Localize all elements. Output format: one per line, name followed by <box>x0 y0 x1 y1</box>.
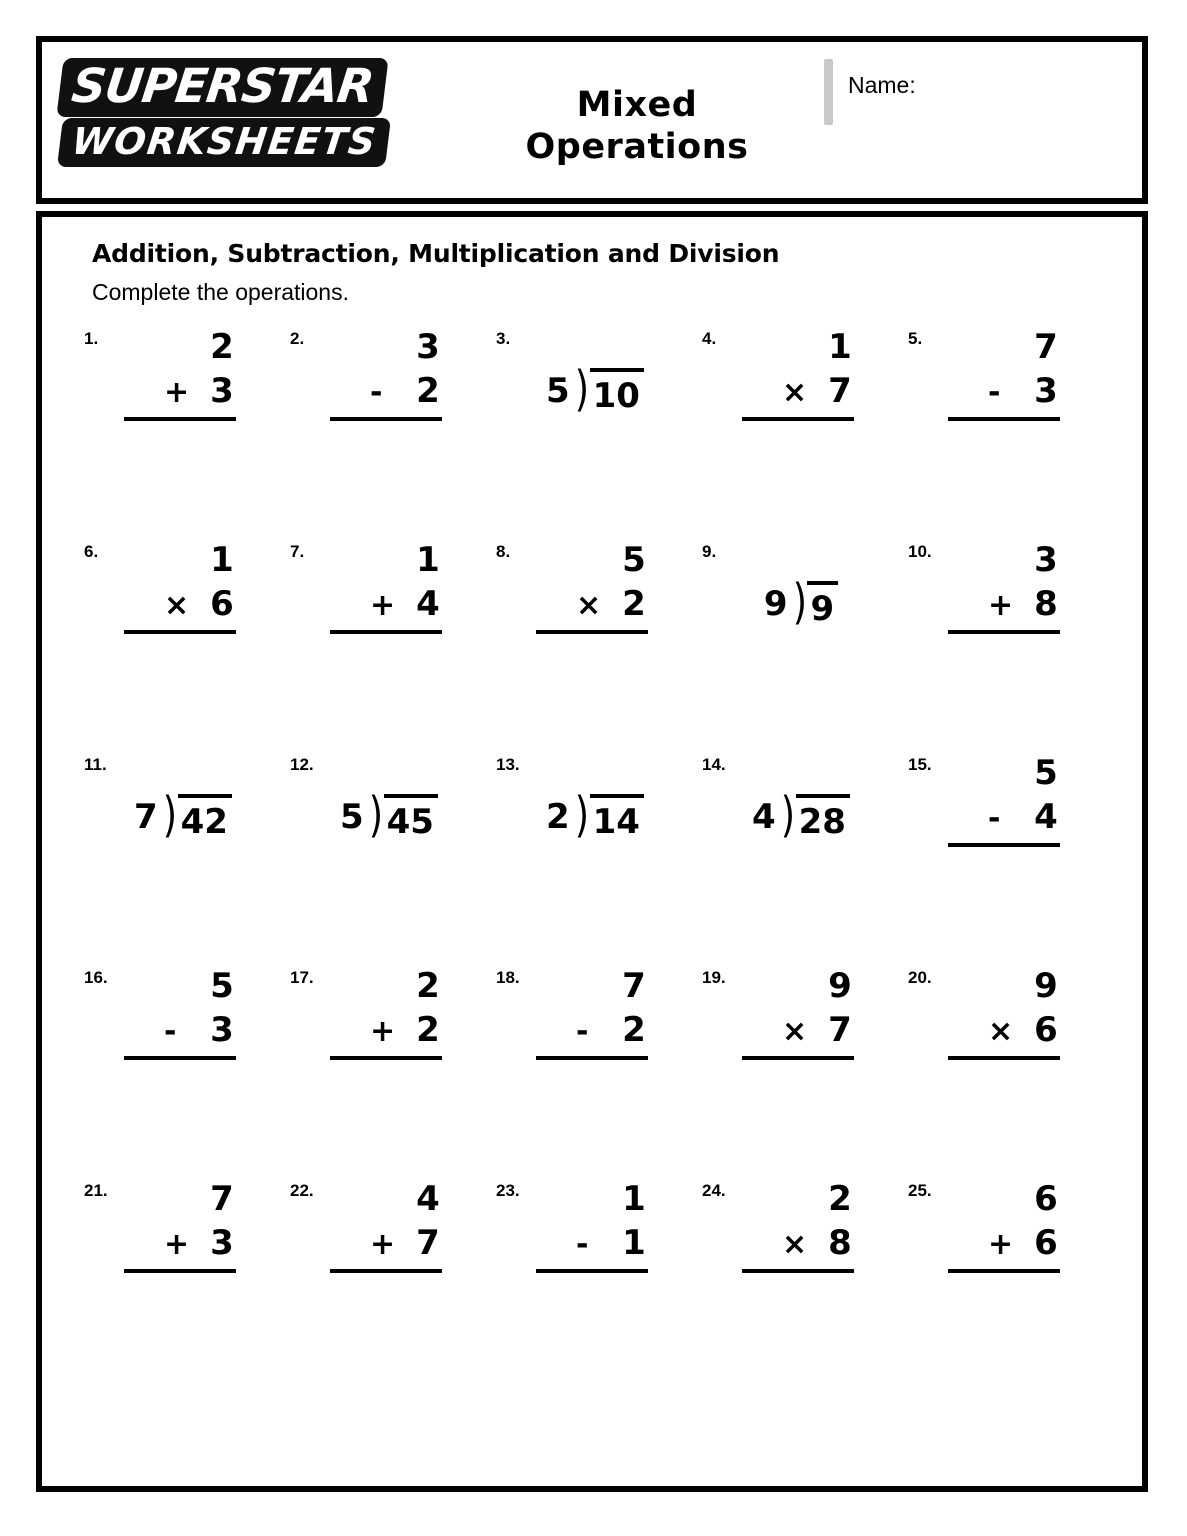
operator-symbol: + <box>988 1227 1014 1262</box>
problem-cell[interactable] <box>696 325 902 538</box>
operand-bottom-row <box>940 582 1066 626</box>
problem-cell[interactable] <box>490 964 696 1177</box>
operand-top-row <box>734 964 860 1008</box>
problem-cell[interactable] <box>902 325 1108 538</box>
superstar-worksheets-logo <box>60 58 408 163</box>
problem-cell[interactable] <box>490 751 696 964</box>
operator-symbol: × <box>782 1014 808 1049</box>
answer-line[interactable] <box>330 630 442 634</box>
problem-number: 24. <box>702 1181 726 1200</box>
operator-symbol: - <box>370 375 383 410</box>
operand-top: 5 <box>1034 753 1058 793</box>
problem-number: 17. <box>290 968 314 987</box>
operand-bottom-row <box>940 1008 1066 1052</box>
vertical-problem <box>322 325 448 421</box>
problem-number: 21. <box>84 1181 108 1200</box>
vertical-problem <box>116 964 242 1060</box>
operand-bottom: 7 <box>828 1010 852 1050</box>
operand-bottom-row <box>734 1008 860 1052</box>
operand-bottom: 8 <box>1034 584 1058 624</box>
problem-number: 14. <box>702 755 726 774</box>
vertical-problem <box>940 751 1066 847</box>
operand-top: 2 <box>416 966 440 1006</box>
long-division-problem[interactable] <box>726 572 876 631</box>
operator-symbol: + <box>988 588 1014 623</box>
operand-top-row <box>734 325 860 369</box>
worksheet-instruction: Complete the operations. <box>92 279 349 305</box>
vertical-problem <box>116 325 242 421</box>
vertical-problem <box>116 538 242 634</box>
operand-top: 7 <box>622 966 646 1006</box>
operand-bottom: 7 <box>828 371 852 411</box>
problem-number: 18. <box>496 968 520 987</box>
divisor: 4 <box>752 797 776 837</box>
problem-cell[interactable] <box>490 538 696 751</box>
division-bracket-icon: ) <box>368 785 383 843</box>
name-divider-bar <box>824 59 833 125</box>
answer-line[interactable] <box>536 630 648 634</box>
operator-symbol: - <box>576 1014 589 1049</box>
operand-bottom-row <box>116 1008 242 1052</box>
problem-number: 13. <box>496 755 520 774</box>
operand-top-row <box>528 538 654 582</box>
answer-line[interactable] <box>948 843 1060 847</box>
operand-top-row <box>940 1177 1066 1221</box>
logo-line-1: SUPERSTAR <box>56 58 388 117</box>
operand-bottom: 8 <box>828 1223 852 1263</box>
problem-number: 15. <box>908 755 932 774</box>
problem-row <box>78 325 1108 538</box>
divisor: 7 <box>134 797 158 837</box>
answer-line[interactable] <box>948 417 1060 421</box>
operand-top: 9 <box>828 966 852 1006</box>
operand-bottom-row <box>322 582 448 626</box>
divisor: 5 <box>546 371 570 411</box>
answer-line[interactable] <box>742 417 854 421</box>
operand-top-row <box>116 538 242 582</box>
operand-bottom-row <box>940 795 1066 839</box>
answer-line[interactable] <box>124 417 236 421</box>
problem-number: 25. <box>908 1181 932 1200</box>
vertical-problem <box>322 538 448 634</box>
operand-bottom-row <box>322 1008 448 1052</box>
answer-line[interactable] <box>124 630 236 634</box>
vertical-problem <box>528 964 654 1060</box>
operand-top-row <box>734 1177 860 1221</box>
page-title-line-2: Operations <box>525 127 749 167</box>
vertical-problem <box>528 538 654 634</box>
operand-bottom: 4 <box>416 584 440 624</box>
operand-bottom: 3 <box>1034 371 1058 411</box>
divisor: 5 <box>340 797 364 837</box>
problem-number: 11. <box>84 755 107 774</box>
problem-number: 16. <box>84 968 108 987</box>
operator-symbol: + <box>370 588 396 623</box>
problem-cell[interactable] <box>696 538 902 751</box>
operand-bottom-row <box>940 369 1066 413</box>
answer-line[interactable] <box>536 1056 648 1060</box>
operator-symbol: × <box>988 1014 1014 1049</box>
problem-number: 4. <box>702 329 717 348</box>
division-bracket-icon: ) <box>792 572 807 630</box>
logo-line-2: WORKSHEETS <box>57 118 392 167</box>
operand-top: 1 <box>416 540 440 580</box>
problem-number: 19. <box>702 968 726 987</box>
problem-cell[interactable] <box>284 1177 490 1390</box>
page-title <box>472 84 802 168</box>
dividend: 14 <box>590 794 644 844</box>
page-title-line-1: Mixed <box>576 85 698 125</box>
problem-cell[interactable] <box>284 538 490 751</box>
operand-top: 4 <box>416 1179 440 1219</box>
vertical-problem <box>940 538 1066 634</box>
long-division-problem[interactable] <box>108 785 258 844</box>
long-division-problem[interactable] <box>726 785 876 844</box>
worksheet-subtitle: Addition, Subtraction, Multiplication and Division <box>92 239 780 268</box>
answer-line[interactable] <box>124 1269 236 1273</box>
answer-line[interactable] <box>330 1056 442 1060</box>
problem-cell[interactable] <box>78 1177 284 1390</box>
problem-cell[interactable] <box>696 964 902 1177</box>
vertical-problem <box>734 964 860 1060</box>
division-bracket-icon: ) <box>162 785 177 843</box>
operand-top: 1 <box>828 327 852 367</box>
problem-grid <box>78 325 1108 1390</box>
vertical-problem <box>734 325 860 421</box>
operand-top-row <box>322 538 448 582</box>
problem-cell[interactable] <box>284 751 490 964</box>
operand-bottom-row <box>528 582 654 626</box>
answer-line[interactable] <box>124 1056 236 1060</box>
operand-top-row <box>528 1177 654 1221</box>
division-bracket-icon: ) <box>780 785 795 843</box>
problem-row <box>78 538 1108 751</box>
operand-top-row <box>528 964 654 1008</box>
operand-bottom-row <box>322 369 448 413</box>
operand-top: 5 <box>622 540 646 580</box>
operand-bottom-row <box>116 1221 242 1265</box>
vertical-problem <box>322 1177 448 1273</box>
operator-symbol: - <box>576 1227 589 1262</box>
operand-top: 9 <box>1034 966 1058 1006</box>
operand-top: 7 <box>210 1179 234 1219</box>
division-bracket-icon: ) <box>574 785 589 843</box>
operand-top-row <box>116 1177 242 1221</box>
operand-bottom-row <box>734 369 860 413</box>
operator-symbol: - <box>164 1014 177 1049</box>
operand-bottom: 3 <box>210 371 234 411</box>
problem-cell[interactable] <box>490 325 696 538</box>
dividend: 42 <box>178 794 232 844</box>
operand-bottom-row <box>528 1008 654 1052</box>
problem-cell[interactable] <box>902 1177 1108 1390</box>
answer-line[interactable] <box>742 1269 854 1273</box>
operator-symbol: + <box>370 1227 396 1262</box>
operand-bottom-row <box>116 369 242 413</box>
problem-number: 6. <box>84 542 99 561</box>
operand-top-row <box>322 964 448 1008</box>
operand-bottom: 1 <box>622 1223 646 1263</box>
problem-number: 2. <box>290 329 305 348</box>
operand-top: 5 <box>210 966 234 1006</box>
operand-bottom: 6 <box>1034 1223 1058 1263</box>
vertical-problem <box>322 964 448 1060</box>
divisor: 2 <box>546 797 570 837</box>
operand-bottom: 7 <box>416 1223 440 1263</box>
operand-top: 2 <box>210 327 234 367</box>
problem-number: 3. <box>496 329 511 348</box>
problem-cell[interactable] <box>78 964 284 1177</box>
operator-symbol: + <box>370 1014 396 1049</box>
operand-bottom-row <box>322 1221 448 1265</box>
division-bracket-icon: ) <box>574 359 589 417</box>
vertical-problem <box>940 964 1066 1060</box>
long-division-problem[interactable] <box>520 359 670 418</box>
problem-number: 5. <box>908 329 923 348</box>
problem-number: 23. <box>496 1181 520 1200</box>
problem-cell[interactable] <box>490 1177 696 1390</box>
problem-number: 10. <box>908 542 932 561</box>
problem-number: 20. <box>908 968 932 987</box>
vertical-problem <box>940 325 1066 421</box>
operand-top: 6 <box>1034 1179 1058 1219</box>
worksheet-page <box>36 36 1148 1492</box>
problem-cell[interactable] <box>696 751 902 964</box>
operand-bottom-row <box>116 582 242 626</box>
operand-top: 1 <box>210 540 234 580</box>
vertical-problem <box>940 1177 1066 1273</box>
operand-top-row <box>322 1177 448 1221</box>
problem-number: 22. <box>290 1181 314 1200</box>
answer-line[interactable] <box>536 1269 648 1273</box>
operand-top-row <box>116 964 242 1008</box>
vertical-problem <box>116 1177 242 1273</box>
problem-cell[interactable] <box>902 964 1108 1177</box>
operator-symbol: - <box>988 375 1001 410</box>
problem-cell[interactable] <box>284 325 490 538</box>
dividend: 10 <box>590 368 644 418</box>
operand-top-row <box>940 751 1066 795</box>
problem-number: 1. <box>84 329 99 348</box>
operand-bottom-row <box>528 1221 654 1265</box>
operand-bottom: 3 <box>210 1010 234 1050</box>
problem-cell[interactable] <box>78 538 284 751</box>
problem-number: 8. <box>496 542 511 561</box>
problem-number: 12. <box>290 755 314 774</box>
operand-top: 1 <box>622 1179 646 1219</box>
operator-symbol: × <box>164 588 190 623</box>
worksheet-body <box>36 211 1148 1492</box>
operand-bottom: 6 <box>210 584 234 624</box>
operand-bottom: 4 <box>1034 797 1058 837</box>
operator-symbol: + <box>164 1227 190 1262</box>
problem-cell[interactable] <box>78 751 284 964</box>
vertical-problem <box>528 1177 654 1273</box>
problem-cell[interactable] <box>696 1177 902 1390</box>
answer-line[interactable] <box>330 1269 442 1273</box>
operand-bottom: 2 <box>622 584 646 624</box>
answer-line[interactable] <box>742 1056 854 1060</box>
operand-top: 3 <box>1034 540 1058 580</box>
problem-number: 7. <box>290 542 305 561</box>
operand-top-row <box>940 538 1066 582</box>
operand-bottom-row <box>940 1221 1066 1265</box>
problem-row <box>78 751 1108 964</box>
name-label: Name: <box>848 72 916 98</box>
answer-line[interactable] <box>948 1056 1060 1060</box>
operator-symbol: × <box>782 375 808 410</box>
operand-top: 3 <box>416 327 440 367</box>
problem-row <box>78 964 1108 1177</box>
operand-bottom: 2 <box>622 1010 646 1050</box>
operand-bottom: 2 <box>416 1010 440 1050</box>
operand-top-row <box>940 964 1066 1008</box>
long-division-problem[interactable] <box>314 785 464 844</box>
answer-line[interactable] <box>330 417 442 421</box>
problem-number: 9. <box>702 542 717 561</box>
vertical-problem <box>734 1177 860 1273</box>
long-division-problem[interactable] <box>520 785 670 844</box>
operand-bottom: 3 <box>210 1223 234 1263</box>
divisor: 9 <box>763 584 788 624</box>
dividend: 45 <box>384 794 438 844</box>
problem-cell[interactable] <box>78 325 284 538</box>
operand-top-row <box>322 325 448 369</box>
problem-cell[interactable] <box>902 538 1108 751</box>
operand-top: 2 <box>828 1179 852 1219</box>
problem-row <box>78 1177 1108 1390</box>
problem-cell[interactable] <box>284 964 490 1177</box>
worksheet-header <box>36 36 1148 204</box>
operand-bottom-row <box>734 1221 860 1265</box>
answer-line[interactable] <box>948 630 1060 634</box>
operator-symbol: × <box>782 1227 808 1262</box>
operand-top-row <box>116 325 242 369</box>
operator-symbol: - <box>988 801 1001 836</box>
dividend: 9 <box>807 581 838 631</box>
operator-symbol: + <box>164 375 190 410</box>
operand-bottom: 6 <box>1034 1010 1058 1050</box>
operator-symbol: × <box>576 588 602 623</box>
operand-top: 7 <box>1034 327 1058 367</box>
operand-top-row <box>940 325 1066 369</box>
problem-cell[interactable] <box>902 751 1108 964</box>
answer-line[interactable] <box>948 1269 1060 1273</box>
operand-bottom: 2 <box>416 371 440 411</box>
dividend: 28 <box>796 794 850 844</box>
